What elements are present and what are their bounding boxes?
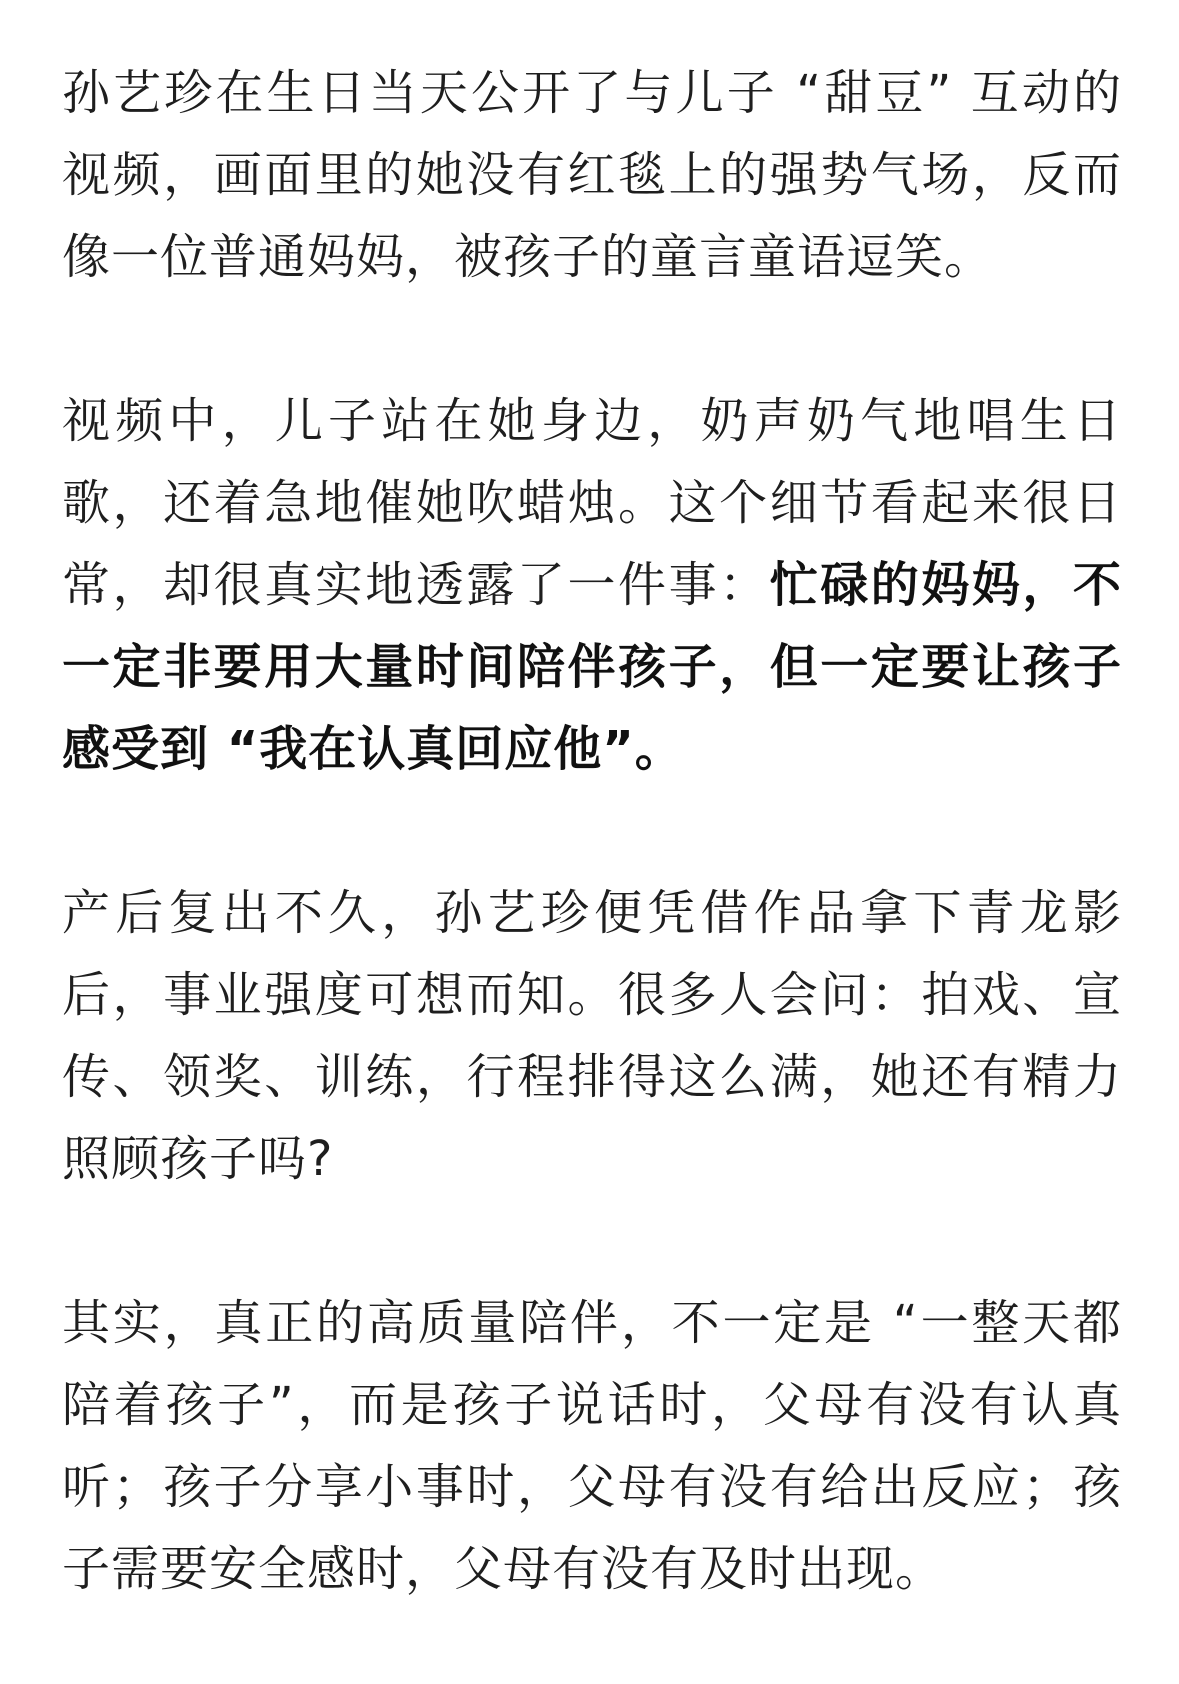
paragraph-2-text: 视频中，儿子站在她身边，奶声奶气地唱生日歌，还着急地催她吹蜡烛。这个细节看起来很日常，却很真实地透露了一件事： (62, 393, 1122, 613)
paragraph-4: 其实，真正的高质量陪伴，不一定是 “一整天都陪着孩子”，而是孩子说话时，父母有没有认真听；孩子分享小事时，父母有没有给出反应；孩子需要安全感时，父母有没有及时出现。 (62, 1295, 1122, 1597)
paragraph-2 (62, 380, 1122, 790)
paragraph-2-emphasis: 忙碌的妈妈，不一定非要用大量时间陪伴孩子，但一定要让孩子感受到 “我在认真回应他”。 (62, 557, 1122, 777)
paragraph-1: 孙艺珍在生日当天公开了与儿子 “甜豆” 互动的视频，画面里的她没有红毯上的强势气场，反而像一位普通妈妈，被孩子的童言童语逗笑。 (62, 65, 1122, 285)
article-body (62, 52, 1122, 1610)
paragraph-3: 产后复出不久，孙艺珍便凭借作品拿下青龙影后，事业强度可想而知。很多人会问：拍戏、宣传、领奖、训练，行程排得这么满，她还有精力照顾孩子吗? (62, 885, 1122, 1187)
